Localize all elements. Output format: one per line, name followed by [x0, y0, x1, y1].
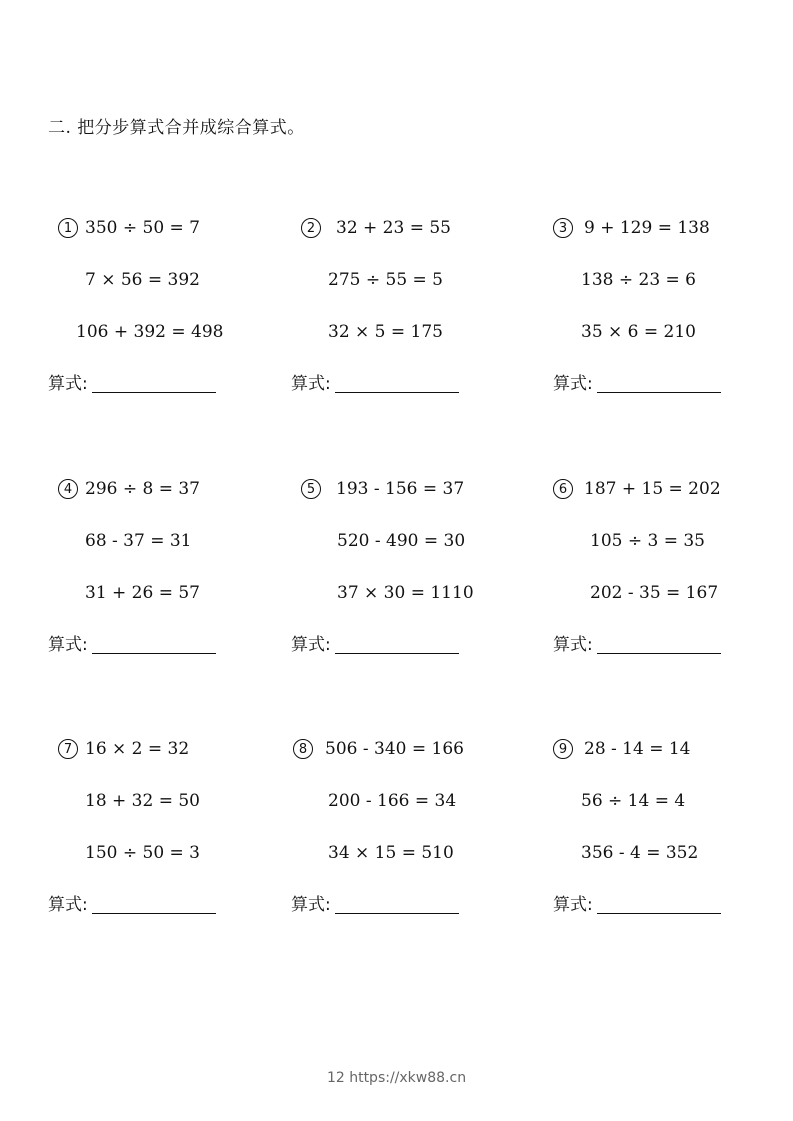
step-equation-2: 200 - 166 = 34	[328, 791, 457, 811]
problem-number: 9	[553, 739, 573, 759]
answer-line[interactable]	[335, 913, 459, 914]
step-equation-3: 35 × 6 = 210	[581, 322, 696, 342]
problem-2	[291, 216, 531, 426]
problem-number: 5	[301, 479, 321, 499]
answer-label: 算式:	[291, 374, 331, 394]
step-equation-1: 506 - 340 = 166	[325, 739, 464, 759]
problem-number: 6	[553, 479, 573, 499]
step-equation-3: 150 ÷ 50 = 3	[85, 843, 200, 863]
problem-number: 1	[58, 218, 78, 238]
step-equation-3: 106 + 392 = 498	[76, 322, 224, 342]
problem-3	[553, 216, 793, 426]
step-equation-3: 356 - 4 = 352	[581, 843, 699, 863]
answer-label: 算式:	[291, 635, 331, 655]
step-equation-2: 520 - 490 = 30	[337, 531, 466, 551]
page-footer: 12 https://xkw88.cn	[326, 1070, 467, 1086]
answer-line[interactable]	[335, 653, 459, 654]
problem-9	[553, 737, 793, 947]
step-equation-1: 187 + 15 = 202	[584, 479, 721, 499]
answer-line[interactable]	[92, 913, 216, 914]
problem-6	[553, 477, 793, 687]
step-equation-2: 138 ÷ 23 = 6	[581, 270, 696, 290]
step-equation-1: 350 ÷ 50 = 7	[85, 218, 200, 238]
answer-label: 算式:	[553, 374, 593, 394]
problem-1	[48, 216, 288, 426]
problem-number: 3	[553, 218, 573, 238]
answer-line[interactable]	[597, 913, 721, 914]
problem-8	[291, 737, 531, 947]
step-equation-3: 37 × 30 = 1110	[337, 583, 474, 603]
answer-label: 算式:	[553, 635, 593, 655]
answer-label: 算式:	[48, 635, 88, 655]
step-equation-1: 32 + 23 = 55	[336, 218, 451, 238]
section-title: 二. 把分步算式合并成综合算式。	[48, 118, 305, 138]
problem-number: 8	[293, 739, 313, 759]
answer-line[interactable]	[597, 392, 721, 393]
answer-line[interactable]	[92, 392, 216, 393]
problem-7	[48, 737, 288, 947]
problem-5	[291, 477, 531, 687]
step-equation-3: 31 + 26 = 57	[85, 583, 200, 603]
problem-number: 7	[58, 739, 78, 759]
problem-number: 4	[58, 479, 78, 499]
step-equation-3: 34 × 15 = 510	[328, 843, 454, 863]
step-equation-1: 296 ÷ 8 = 37	[85, 479, 200, 499]
problem-4	[48, 477, 288, 687]
problem-number: 2	[301, 218, 321, 238]
step-equation-3: 32 × 5 = 175	[328, 322, 443, 342]
answer-line[interactable]	[92, 653, 216, 654]
step-equation-1: 16 × 2 = 32	[85, 739, 190, 759]
step-equation-2: 18 + 32 = 50	[85, 791, 200, 811]
step-equation-2: 105 ÷ 3 = 35	[590, 531, 705, 551]
step-equation-3: 202 - 35 = 167	[590, 583, 719, 603]
answer-line[interactable]	[335, 392, 459, 393]
step-equation-2: 7 × 56 = 392	[85, 270, 200, 290]
step-equation-1: 28 - 14 = 14	[584, 739, 691, 759]
answer-label: 算式:	[553, 895, 593, 915]
step-equation-2: 56 ÷ 14 = 4	[581, 791, 686, 811]
answer-label: 算式:	[48, 895, 88, 915]
step-equation-1: 193 - 156 = 37	[336, 479, 465, 499]
answer-line[interactable]	[597, 653, 721, 654]
step-equation-1: 9 + 129 = 138	[584, 218, 710, 238]
step-equation-2: 68 - 37 = 31	[85, 531, 192, 551]
step-equation-2: 275 ÷ 55 = 5	[328, 270, 443, 290]
answer-label: 算式:	[291, 895, 331, 915]
answer-label: 算式:	[48, 374, 88, 394]
